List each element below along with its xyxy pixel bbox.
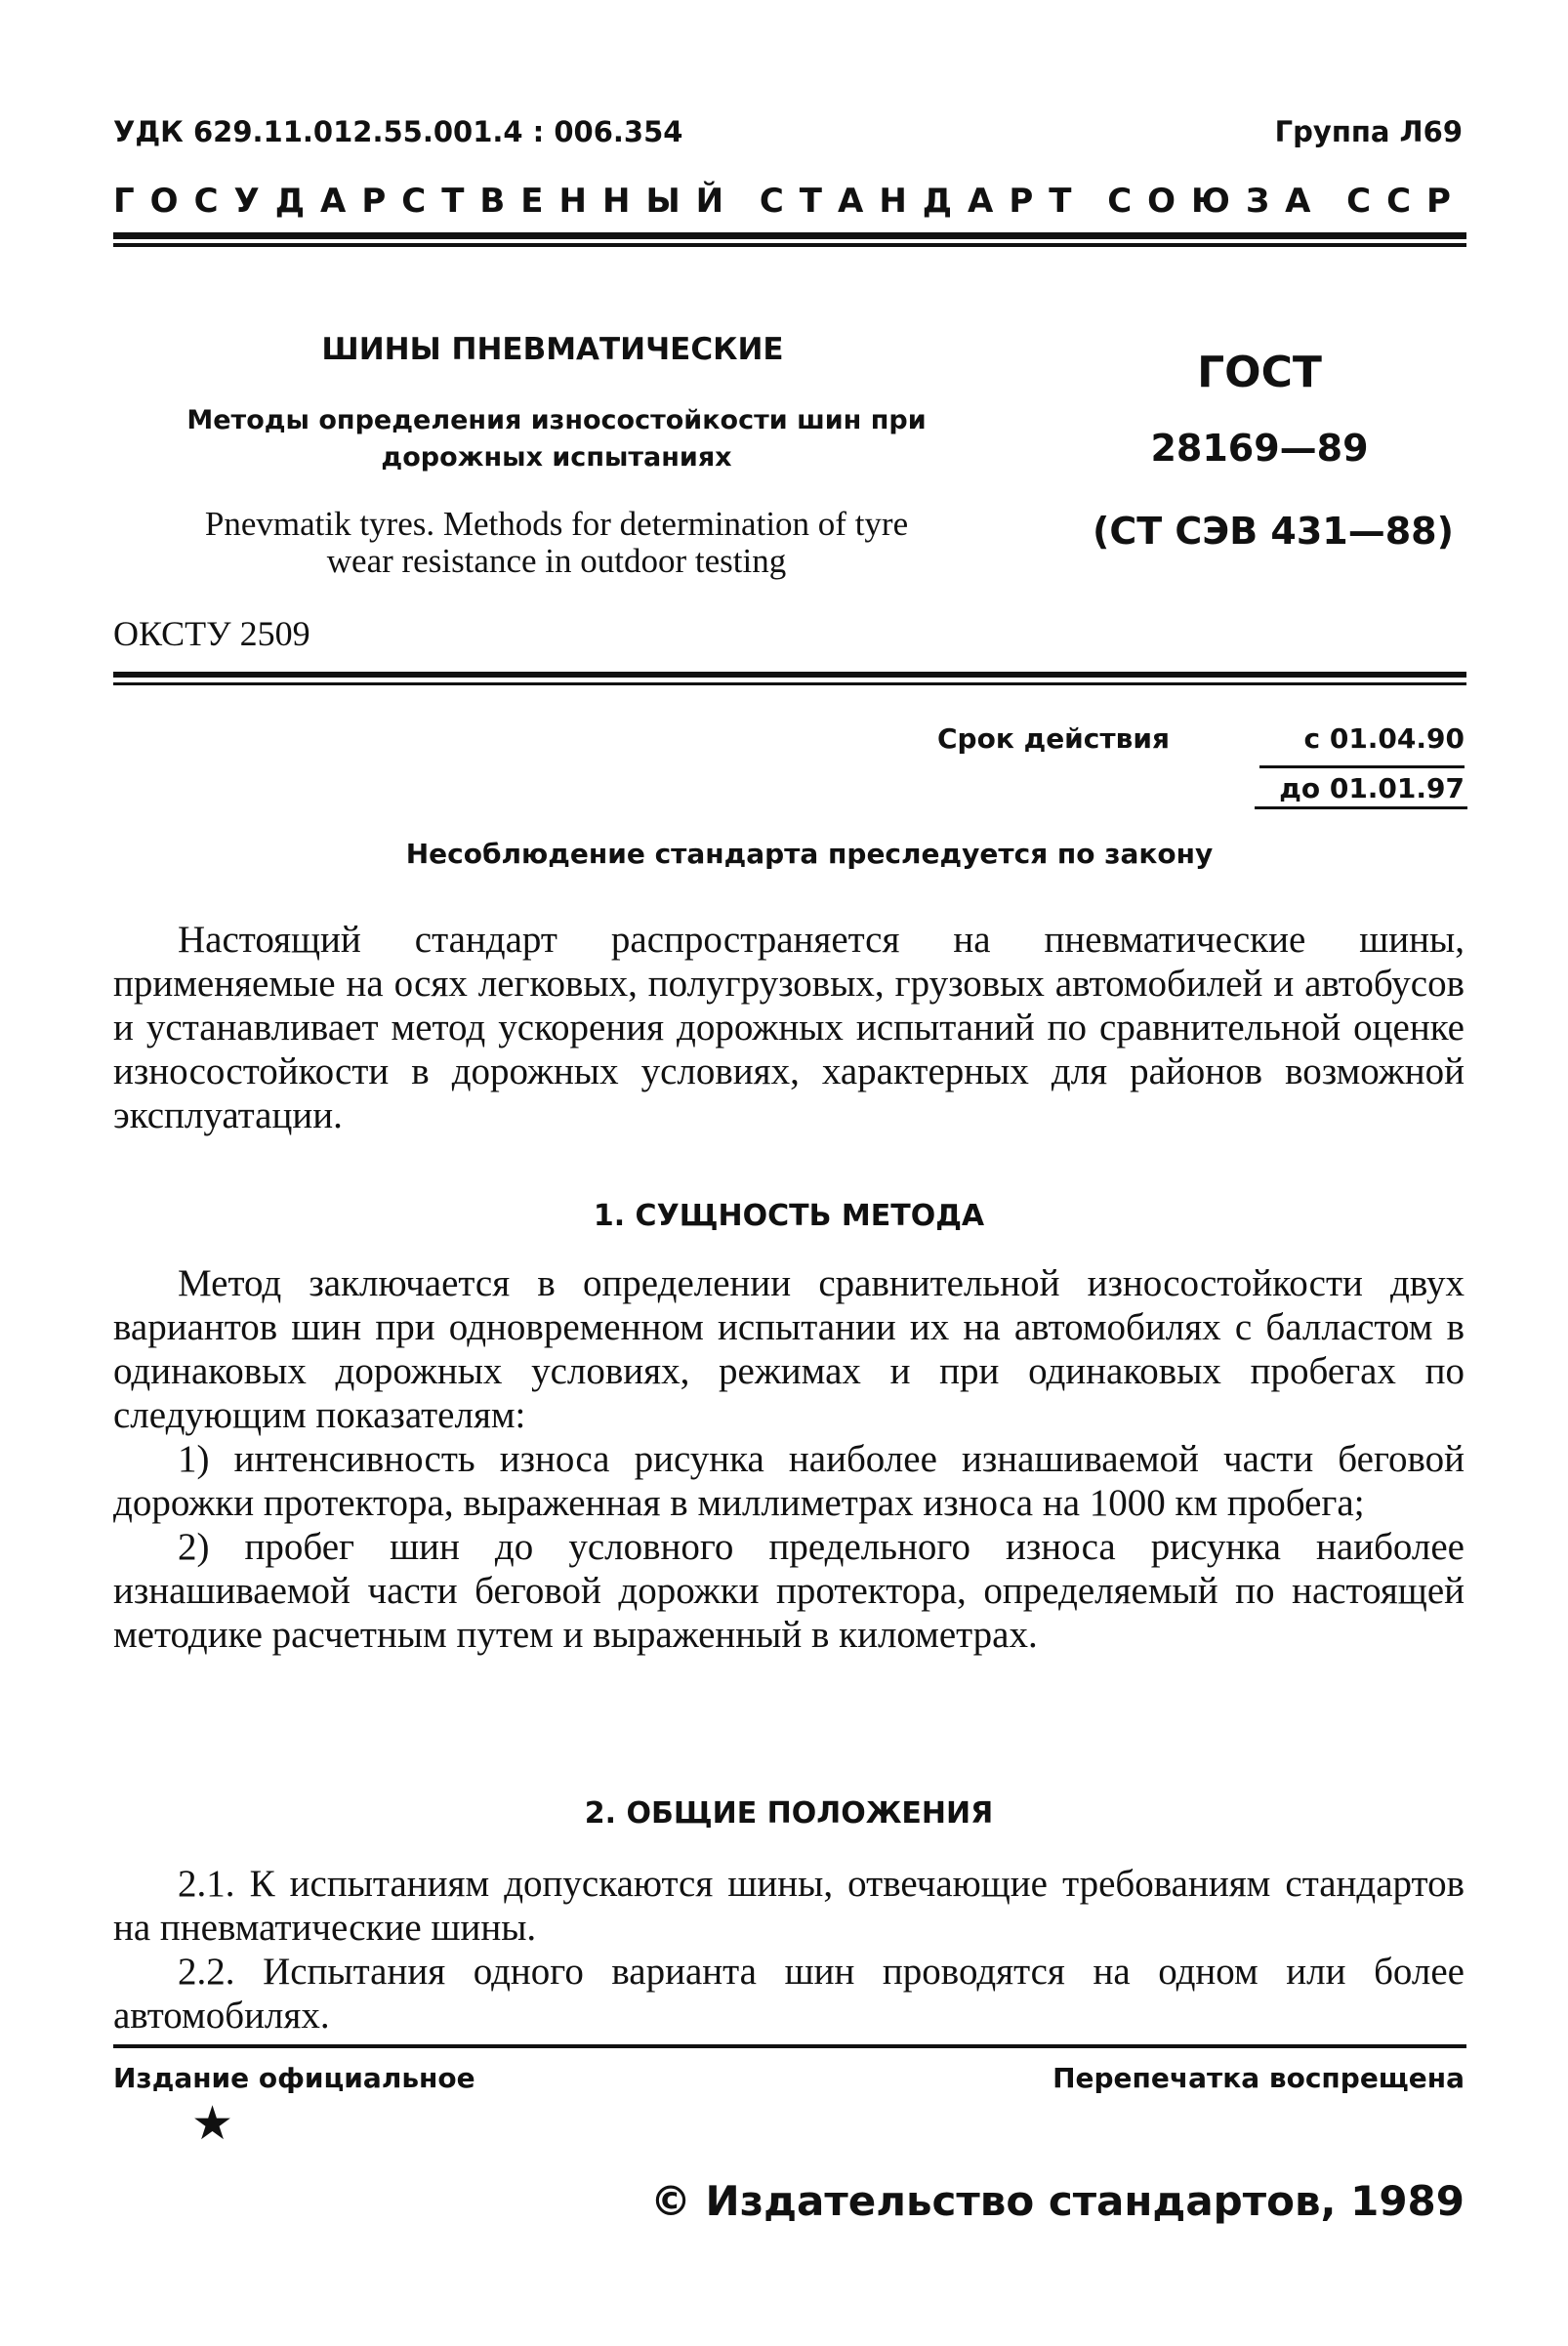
divider: [113, 672, 1466, 678]
paragraph: Настоящий стандарт распространяется на пневматические шины, применяемые на осях легковых, полугрузовых, грузовых автомобилей и автобусов и устанавливает метод ускорения дорожных испытаний по сравнительной оценке износостойкости в дорожных условиях, характерных для районов возможной эксплуатации.: [113, 919, 1465, 1136]
okstu-code: ОКСТУ 2509: [113, 614, 310, 653]
gost-label: ГОСТ: [1197, 348, 1322, 397]
document-title: ШИНЫ ПНЕВМАТИЧЕСКИЕ: [321, 332, 784, 367]
divider: [113, 682, 1466, 685]
star-icon: ★: [191, 2098, 234, 2150]
group-code: Группа Л69: [1274, 115, 1463, 148]
english-title-line: wear resistance in outdoor testing: [326, 542, 787, 580]
divider: [1255, 806, 1467, 809]
banner-word: СОЮЗА: [1107, 182, 1327, 221]
paragraph: 1) интенсивность износа рисунка наиболее изнашиваемой части беговой дорожки протектора, выраженная в миллиметрах износа на 1000 км пробега;: [113, 1438, 1465, 1524]
paragraph: Метод заключается в определении сравнительной износостойкости двух вариантов шин при одновременном испытании их на автомобилях с балластом в одинаковых дорожных условиях, режимах и при одинаковых пробегах по следующим показателям:: [113, 1262, 1465, 1436]
copyright-notice: © Издательство стандартов, 1989: [649, 2177, 1465, 2225]
intro-section: [113, 918, 1465, 1137]
section-method: [113, 1261, 1465, 1657]
banner-word: ССР: [1346, 182, 1466, 221]
law-notice: Несоблюдение стандарта преследуется по закону: [405, 838, 1214, 870]
english-title: [137, 506, 976, 580]
banner-word: ГОСУДАРСТВЕННЫЙ: [113, 182, 740, 221]
section-heading: 2. ОБЩИЕ ПОЛОЖЕНИЯ: [584, 1796, 994, 1831]
divider: [113, 2044, 1466, 2048]
section-general: [113, 1862, 1465, 2037]
validity-to: до 01.01.97: [1259, 765, 1465, 804]
gost-sev-number: (СТ СЭВ 431—88): [1093, 510, 1454, 553]
reprint-note: Перепечатка воспрещена: [1052, 2062, 1465, 2094]
standard-banner: [113, 182, 1466, 221]
divider: [113, 232, 1466, 239]
subtitle-line: дорожных испытаниях: [381, 442, 732, 473]
section-heading: 1. СУЩНОСТЬ МЕТОДА: [593, 1199, 985, 1233]
subtitle-line: Методы определения износостойкости шин при: [186, 405, 927, 435]
document-subtitle: [137, 402, 976, 476]
edition-note: Издание официальное: [113, 2062, 475, 2094]
paragraph: 2.1. К испытаниям допускаются шины, отвечающие требованиям стандартов на пневматические шины.: [113, 1863, 1465, 1949]
divider: [113, 243, 1466, 247]
banner-word: СТАНДАРТ: [759, 182, 1088, 221]
paragraph: 2) пробег шин до условного предельного износа рисунка наиболее изнашиваемой части беговой дорожки протектора, определяемый по настоящей методике расчетным путем и выраженный в километрах.: [113, 1526, 1465, 1656]
validity-label: Срок действия: [937, 722, 1170, 755]
gost-number: 28169—89: [1150, 427, 1369, 470]
udk-code: УДК 629.11.012.55.001.4 : 006.354: [113, 115, 683, 148]
paragraph: 2.2. Испытания одного варианта шин проводятся на одном или более автомобилях.: [113, 1951, 1465, 2037]
validity-from: с 01.04.90: [1303, 722, 1465, 755]
english-title-line: Pnevmatik tyres. Methods for determination of tyre: [204, 505, 909, 543]
